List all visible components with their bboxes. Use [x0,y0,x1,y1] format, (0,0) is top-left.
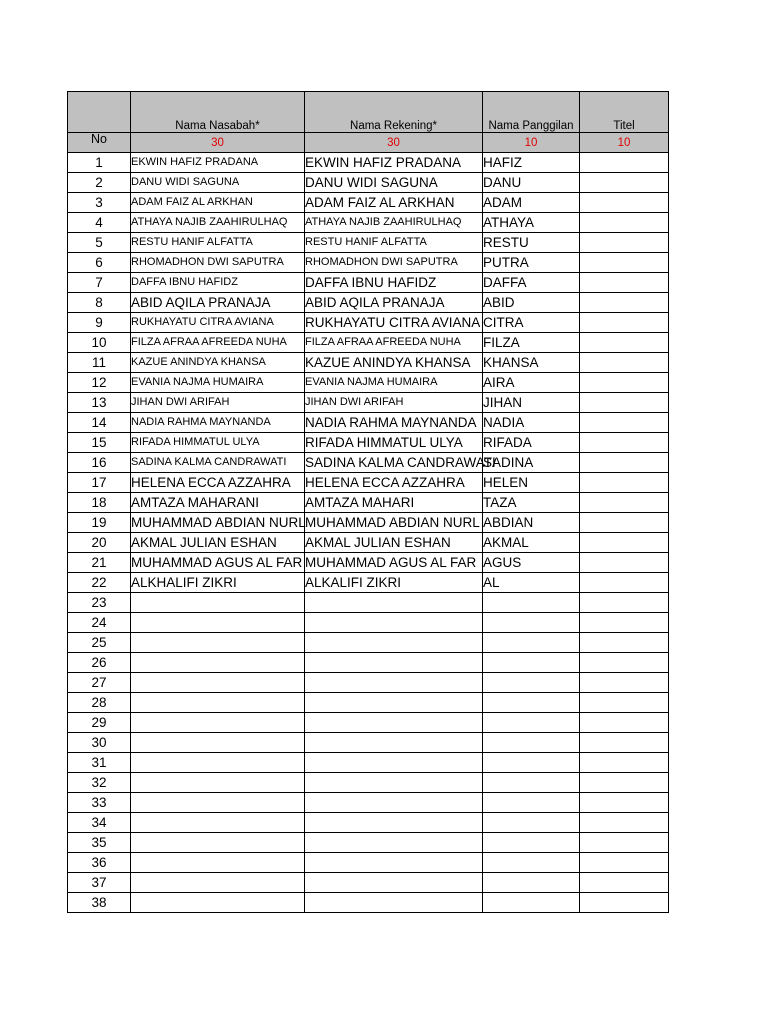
table-row [68,293,669,313]
cell-nama-panggilan[interactable]: HELEN [483,473,580,493]
cell-nama-rekening[interactable]: RUKHAYATU CITRA AVIANA [305,313,483,333]
cell-no[interactable]: 36 [68,853,131,873]
cell-titel[interactable] [580,893,669,913]
cell-titel[interactable] [580,433,669,453]
cell-nama-nasabah[interactable] [131,813,305,833]
table-row [68,593,669,613]
table-row [68,413,669,433]
table-row [68,533,669,553]
cell-nama-panggilan[interactable]: ABID [483,293,580,313]
cell-nama-rekening[interactable]: AKMAL JULIAN ESHAN [305,533,483,553]
cell-no[interactable]: 26 [68,653,131,673]
cell-titel[interactable] [580,313,669,333]
cell-nama-nasabah[interactable]: KAZUE ANINDYA KHANSA [131,353,305,373]
cell-titel[interactable] [580,333,669,353]
cell-nama-nasabah[interactable]: RHOMADHON DWI SAPUTRA [131,253,305,273]
cell-nama-panggilan[interactable]: ABDIAN [483,513,580,533]
cell-no[interactable]: 30 [68,733,131,753]
cell-titel[interactable] [580,353,669,373]
cell-nama-panggilan[interactable]: HAFIZ [483,153,580,173]
cell-nama-nasabah[interactable]: ALKHALIFI ZIKRI [131,573,305,593]
cell-no[interactable]: 19 [68,513,131,533]
cell-titel[interactable] [580,173,669,193]
table-row [68,313,669,333]
cell-nama-rekening[interactable] [305,633,483,653]
table-row [68,853,669,873]
cell-no[interactable]: 18 [68,493,131,513]
cell-nama-panggilan[interactable]: FILZA [483,333,580,353]
cell-titel[interactable] [580,613,669,633]
cell-nama-rekening[interactable]: EKWIN HAFIZ PRADANA [305,153,483,173]
cell-nama-rekening[interactable]: ADAM FAIZ AL ARKHAN [305,193,483,213]
cell-titel[interactable] [580,553,669,573]
table-row [68,873,669,893]
cell-nama-nasabah[interactable] [131,773,305,793]
table-row [68,233,669,253]
cell-nama-panggilan[interactable]: TAZA [483,493,580,513]
cell-nama-panggilan[interactable] [483,593,580,613]
cell-titel[interactable] [580,853,669,873]
header-titel[interactable]: Titel [580,92,669,133]
cell-nama-rekening[interactable] [305,753,483,773]
cell-no[interactable]: 31 [68,753,131,773]
limit-row [68,133,669,153]
cell-nama-panggilan[interactable] [483,613,580,633]
cell-titel[interactable] [580,873,669,893]
table-row [68,733,669,753]
cell-titel[interactable] [580,693,669,713]
cell-nama-nasabah[interactable]: EVANIA NAJMA HUMAIRA [131,373,305,393]
cell-no[interactable]: 2 [68,173,131,193]
cell-nama-rekening[interactable]: KAZUE ANINDYA KHANSA [305,353,483,373]
cell-titel[interactable] [580,653,669,673]
cell-titel[interactable] [580,273,669,293]
cell-no[interactable]: 5 [68,233,131,253]
cell-nama-rekening[interactable] [305,893,483,913]
cell-nama-rekening[interactable] [305,613,483,633]
cell-titel[interactable] [580,573,669,593]
limit-nama-rekening[interactable]: 30 [305,133,483,153]
cell-nama-rekening[interactable]: NADIA RAHMA MAYNANDA [305,413,483,433]
cell-nama-nasabah[interactable]: DAFFA IBNU HAFIDZ [131,273,305,293]
cell-nama-rekening[interactable]: JIHAN DWI ARIFAH [305,393,483,413]
cell-nama-panggilan[interactable]: DAFFA [483,273,580,293]
cell-titel[interactable] [580,593,669,613]
table-row [68,553,669,573]
cell-nama-panggilan[interactable]: JIHAN [483,393,580,413]
cell-no[interactable]: 9 [68,313,131,333]
cell-no[interactable]: 24 [68,613,131,633]
cell-nama-panggilan[interactable]: PUTRA [483,253,580,273]
cell-no[interactable]: 32 [68,773,131,793]
cell-nama-nasabah[interactable]: ADAM FAIZ AL ARKHAN [131,193,305,213]
cell-nama-rekening[interactable]: MUHAMMAD ABDIAN NURL [305,513,483,533]
cell-nama-rekening[interactable]: DAFFA IBNU HAFIDZ [305,273,483,293]
table-row [68,753,669,773]
cell-nama-nasabah[interactable] [131,793,305,813]
cell-nama-panggilan[interactable] [483,793,580,813]
cell-no[interactable]: 13 [68,393,131,413]
header-no-label: No [91,132,107,146]
cell-nama-panggilan[interactable] [483,733,580,753]
cell-nama-nasabah[interactable]: MUHAMMAD AGUS AL FAR [131,553,305,573]
cell-nama-nasabah[interactable]: AMTAZA MAHARANI [131,493,305,513]
cell-titel[interactable] [580,813,669,833]
table-row [68,793,669,813]
cell-no[interactable]: 6 [68,253,131,273]
cell-titel[interactable] [580,753,669,773]
cell-nama-rekening[interactable]: HELENA ECCA AZZAHRA [305,473,483,493]
header-nama-rekening[interactable]: Nama Rekening* [305,92,483,133]
cell-titel[interactable] [580,153,669,173]
cell-no[interactable]: 27 [68,673,131,693]
cell-nama-rekening[interactable] [305,713,483,733]
cell-titel[interactable] [580,633,669,653]
cell-no[interactable]: 20 [68,533,131,553]
cell-titel[interactable] [580,473,669,493]
cell-titel[interactable] [580,413,669,433]
table-row [68,833,669,853]
cell-nama-nasabah[interactable] [131,653,305,673]
cell-no[interactable]: 15 [68,433,131,453]
cell-nama-nasabah[interactable]: FILZA AFRAA AFREEDA NUHA [131,333,305,353]
cell-nama-nasabah[interactable] [131,833,305,853]
cell-no[interactable]: 10 [68,333,131,353]
table-row [68,633,669,653]
table-row [68,213,669,233]
customer-table [67,91,669,913]
cell-nama-nasabah[interactable]: EKWIN HAFIZ PRADANA [131,153,305,173]
cell-nama-nasabah[interactable]: MUHAMMAD ABDIAN NURL [131,513,305,533]
header-nama-nasabah[interactable]: Nama Nasabah* [131,92,305,133]
cell-nama-rekening[interactable]: RHOMADHON DWI SAPUTRA [305,253,483,273]
cell-titel[interactable] [580,253,669,273]
cell-nama-panggilan[interactable]: AL [483,573,580,593]
cell-nama-nasabah[interactable] [131,713,305,733]
cell-no[interactable]: 16 [68,453,131,473]
cell-titel[interactable] [580,833,669,853]
cell-nama-nasabah[interactable]: DANU WIDI SAGUNA [131,173,305,193]
cell-titel[interactable] [580,453,669,473]
cell-nama-panggilan[interactable]: RESTU [483,233,580,253]
cell-nama-panggilan[interactable]: AKMAL [483,533,580,553]
cell-nama-nasabah[interactable] [131,753,305,773]
cell-nama-panggilan[interactable] [483,853,580,873]
table-row [68,173,669,193]
header-nama-panggilan[interactable]: Nama Panggilan [483,92,580,133]
cell-titel[interactable] [580,213,669,233]
cell-no[interactable]: 34 [68,813,131,833]
table-row [68,253,669,273]
cell-nama-panggilan[interactable]: ADAM [483,193,580,213]
cell-nama-panggilan[interactable]: ATHAYA [483,213,580,233]
cell-nama-nasabah[interactable]: ABID AQILA PRANAJA [131,293,305,313]
table-row [68,573,669,593]
cell-nama-nasabah[interactable] [131,693,305,713]
limit-nama-panggilan[interactable]: 10 [483,133,580,153]
cell-nama-rekening[interactable] [305,733,483,753]
cell-nama-nasabah[interactable] [131,633,305,653]
cell-no[interactable]: 25 [68,633,131,653]
cell-nama-nasabah[interactable]: RIFADA HIMMATUL ULYA [131,433,305,453]
cell-no[interactable]: 23 [68,593,131,613]
cell-nama-rekening[interactable]: RESTU HANIF ALFATTA [305,233,483,253]
table-row [68,713,669,733]
cell-nama-panggilan[interactable]: NADIA [483,413,580,433]
limit-titel[interactable]: 10 [580,133,669,153]
cell-nama-rekening[interactable]: ALKALIFI ZIKRI [305,573,483,593]
cell-nama-nasabah[interactable] [131,873,305,893]
cell-nama-nasabah[interactable]: RUKHAYATU CITRA AVIANA [131,313,305,333]
cell-nama-rekening[interactable]: RIFADA HIMMATUL ULYA [305,433,483,453]
cell-no[interactable]: 7 [68,273,131,293]
cell-nama-nasabah[interactable]: RESTU HANIF ALFATTA [131,233,305,253]
table-row [68,493,669,513]
cell-nama-rekening[interactable] [305,693,483,713]
cell-no[interactable]: 1 [68,153,131,173]
cell-nama-rekening[interactable]: MUHAMMAD AGUS AL FAR [305,553,483,573]
cell-titel[interactable] [580,793,669,813]
cell-no[interactable]: 29 [68,713,131,733]
table-row [68,453,669,473]
limit-nama-nasabah[interactable]: 30 [131,133,305,153]
cell-nama-panggilan[interactable]: KHANSA [483,353,580,373]
cell-no[interactable]: 14 [68,413,131,433]
cell-nama-rekening[interactable]: SADINA KALMA CANDRAWATI [305,453,483,473]
cell-nama-rekening[interactable]: DANU WIDI SAGUNA [305,173,483,193]
table-row [68,673,669,693]
cell-no[interactable]: 35 [68,833,131,853]
cell-nama-nasabah[interactable]: ATHAYA NAJIB ZAAHIRULHAQ [131,213,305,233]
cell-titel[interactable] [580,373,669,393]
cell-nama-panggilan[interactable] [483,713,580,733]
cell-titel[interactable] [580,533,669,553]
table-row [68,333,669,353]
cell-nama-nasabah[interactable]: AKMAL JULIAN ESHAN [131,533,305,553]
cell-no[interactable]: 21 [68,553,131,573]
cell-no[interactable]: 38 [68,893,131,913]
cell-nama-rekening[interactable]: ABID AQILA PRANAJA [305,293,483,313]
cell-no[interactable]: 22 [68,573,131,593]
cell-nama-rekening[interactable] [305,593,483,613]
cell-nama-nasabah[interactable]: HELENA ECCA AZZAHRA [131,473,305,493]
cell-no[interactable]: 33 [68,793,131,813]
cell-nama-panggilan[interactable] [483,813,580,833]
cell-nama-rekening[interactable] [305,873,483,893]
cell-nama-panggilan[interactable]: SADINA [483,453,580,473]
table-row [68,393,669,413]
cell-titel[interactable] [580,493,669,513]
cell-nama-panggilan[interactable]: DANU [483,173,580,193]
cell-nama-rekening[interactable]: FILZA AFRAA AFREEDA NUHA [305,333,483,353]
cell-titel[interactable] [580,233,669,253]
cell-nama-panggilan[interactable] [483,833,580,853]
cell-no[interactable]: 28 [68,693,131,713]
cell-nama-panggilan[interactable]: AIRA [483,373,580,393]
cell-nama-rekening[interactable]: EVANIA NAJMA HUMAIRA [305,373,483,393]
cell-titel[interactable] [580,713,669,733]
cell-nama-rekening[interactable] [305,673,483,693]
cell-nama-nasabah[interactable] [131,893,305,913]
cell-no[interactable]: 12 [68,373,131,393]
cell-nama-nasabah[interactable]: SADINA KALMA CANDRAWATI [131,453,305,473]
cell-nama-nasabah[interactable]: NADIA RAHMA MAYNANDA [131,413,305,433]
table-row [68,773,669,793]
cell-nama-rekening[interactable] [305,773,483,793]
cell-nama-rekening[interactable] [305,813,483,833]
table-row [68,653,669,673]
cell-titel[interactable] [580,393,669,413]
table-row [68,353,669,373]
table-row [68,613,669,633]
table-body [68,153,669,913]
cell-no[interactable]: 37 [68,873,131,893]
cell-nama-panggilan[interactable]: AGUS [483,553,580,573]
cell-nama-rekening[interactable] [305,653,483,673]
cell-nama-panggilan[interactable] [483,873,580,893]
cell-no[interactable]: 8 [68,293,131,313]
table-row [68,273,669,293]
cell-nama-rekening[interactable] [305,793,483,813]
cell-nama-panggilan[interactable] [483,653,580,673]
cell-nama-rekening[interactable]: AMTAZA MAHARI [305,493,483,513]
table-row [68,893,669,913]
cell-nama-nasabah[interactable] [131,613,305,633]
cell-nama-panggilan[interactable] [483,673,580,693]
header-no[interactable] [68,92,131,146]
table-row [68,813,669,833]
table-row [68,373,669,393]
cell-nama-panggilan[interactable] [483,773,580,793]
cell-nama-nasabah[interactable] [131,673,305,693]
cell-no[interactable]: 4 [68,213,131,233]
table-row [68,193,669,213]
cell-nama-rekening[interactable]: ATHAYA NAJIB ZAAHIRULHAQ [305,213,483,233]
table-row [68,513,669,533]
cell-no[interactable]: 3 [68,193,131,213]
cell-titel[interactable] [580,673,669,693]
cell-nama-rekening[interactable] [305,853,483,873]
cell-no[interactable]: 17 [68,473,131,493]
cell-nama-nasabah[interactable]: JIHAN DWI ARIFAH [131,393,305,413]
cell-titel[interactable] [580,733,669,753]
cell-no[interactable]: 11 [68,353,131,373]
table-row [68,433,669,453]
table-row [68,153,669,173]
cell-nama-nasabah[interactable] [131,593,305,613]
cell-titel[interactable] [580,773,669,793]
cell-nama-panggilan[interactable]: RIFADA [483,433,580,453]
cell-nama-panggilan[interactable] [483,893,580,913]
cell-nama-panggilan[interactable] [483,753,580,773]
table-row [68,693,669,713]
cell-nama-panggilan[interactable] [483,633,580,653]
cell-titel[interactable] [580,193,669,213]
cell-nama-rekening[interactable] [305,833,483,853]
header-row [68,92,669,133]
cell-titel[interactable] [580,513,669,533]
cell-nama-nasabah[interactable] [131,853,305,873]
cell-nama-panggilan[interactable] [483,693,580,713]
cell-nama-nasabah[interactable] [131,733,305,753]
cell-titel[interactable] [580,293,669,313]
cell-nama-panggilan[interactable]: CITRA [483,313,580,333]
table-row [68,473,669,493]
